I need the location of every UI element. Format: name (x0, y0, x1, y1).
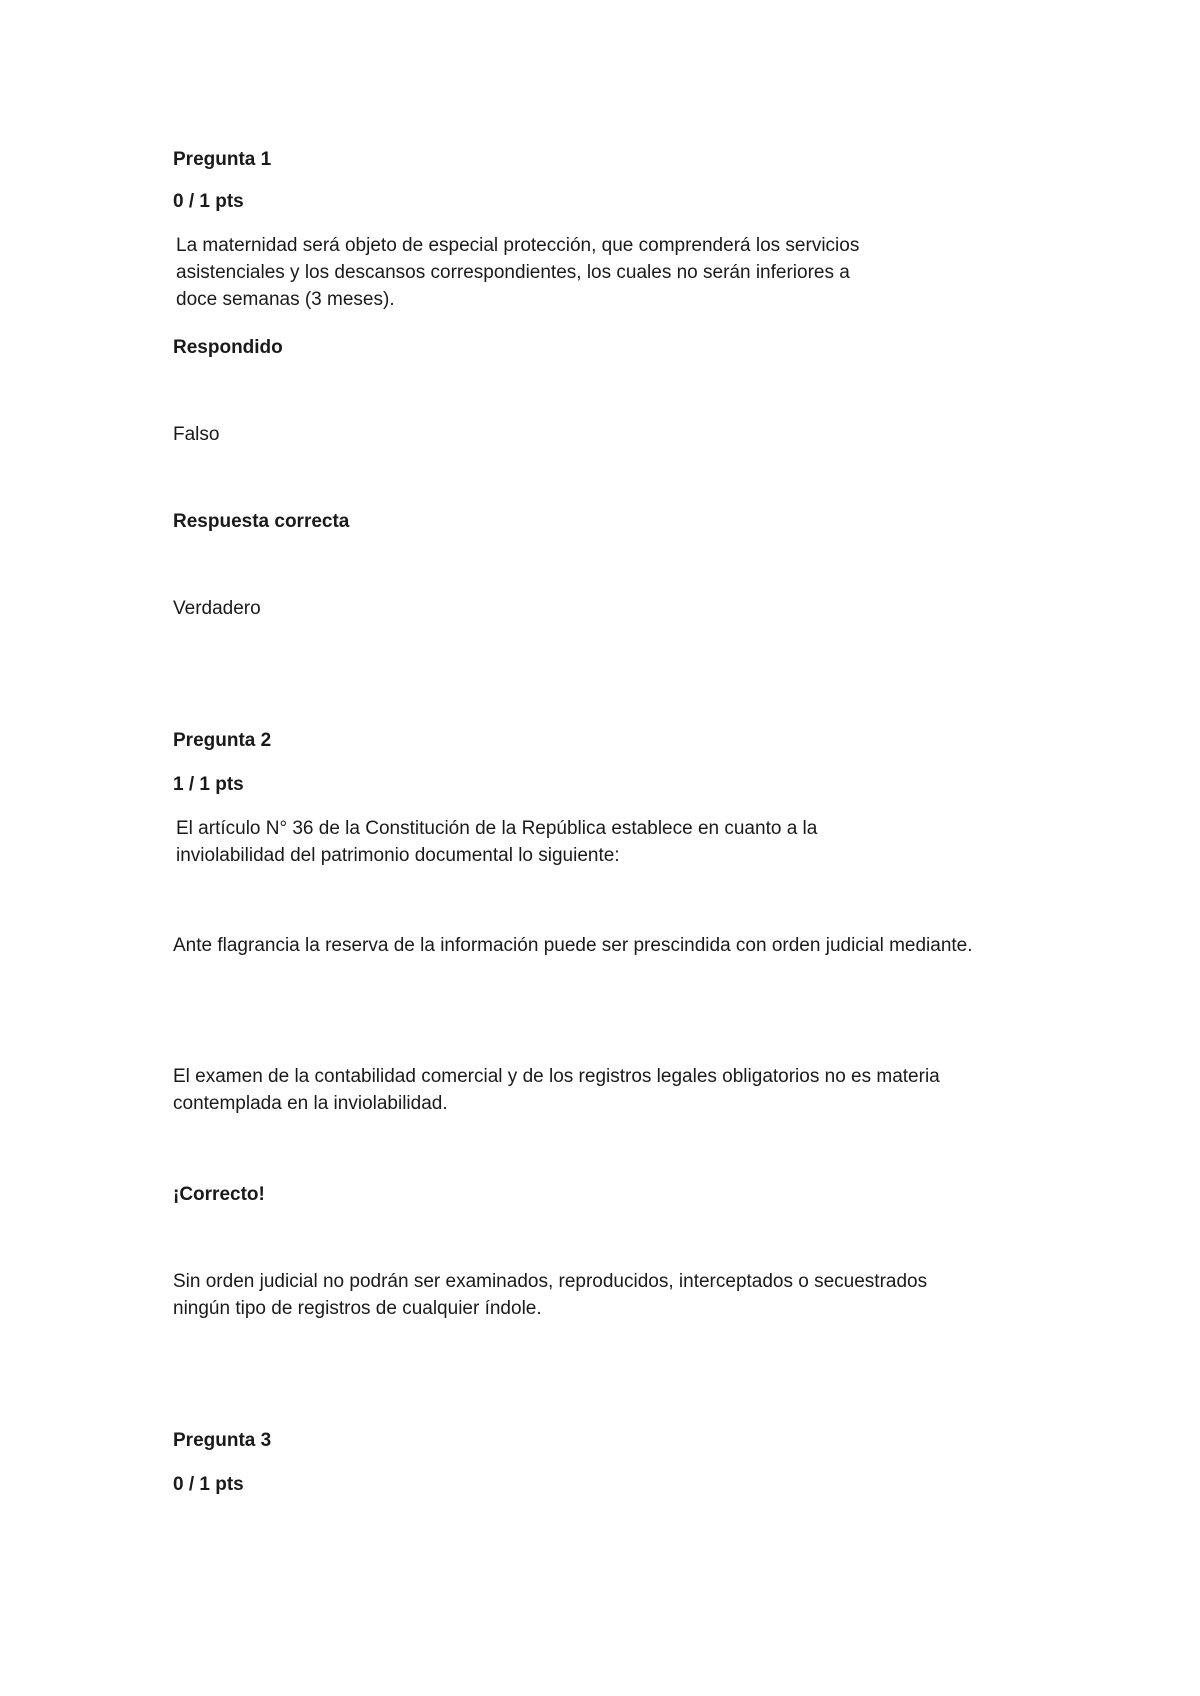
correct-label: ¡Correcto! (173, 1184, 265, 1205)
prompt-line: El artículo N° 36 de la Constitución de la República establece en cuanto a la (176, 818, 818, 839)
question-score: 0 / 1 pts (173, 191, 244, 212)
correct-answer-label: Respuesta correcta (173, 511, 350, 532)
question-score: 0 / 1 pts (173, 1474, 244, 1495)
option-line: contemplada en la inviolabilidad. (173, 1093, 448, 1114)
answer-option-1: Ante flagrancia la reserva de la información puede ser prescindida con orden judicial mediante. (173, 935, 973, 956)
question-title: Pregunta 1 (173, 149, 272, 170)
answered-label: Respondido (173, 337, 283, 358)
question-score: 1 / 1 pts (173, 774, 244, 795)
answer-option-3 (173, 1268, 1073, 1322)
question-title: Pregunta 2 (173, 730, 272, 751)
option-line: ningún tipo de registros de cualquier índole. (173, 1298, 542, 1319)
answer-option-2 (173, 1063, 1073, 1117)
prompt-line: La maternidad será objeto de especial protección, que comprenderá los servicios (176, 235, 860, 256)
question-title: Pregunta 3 (173, 1430, 272, 1451)
correct-answer-value: Verdadero (173, 598, 261, 619)
prompt-line: asistenciales y los descansos correspondientes, los cuales no serán inferiores a (176, 262, 850, 283)
option-line: Sin orden judicial no podrán ser examinados, reproducidos, interceptados o secuestrados (173, 1271, 928, 1292)
option-line: El examen de la contabilidad comercial y de los registros legales obligatorios no es materia (173, 1066, 940, 1087)
prompt-line: inviolabilidad del patrimonio documental lo siguiente: (176, 845, 620, 866)
question-prompt (176, 815, 1076, 869)
prompt-line: doce semanas (3 meses). (176, 289, 395, 310)
answered-value: Falso (173, 424, 220, 445)
question-prompt (176, 232, 1076, 313)
